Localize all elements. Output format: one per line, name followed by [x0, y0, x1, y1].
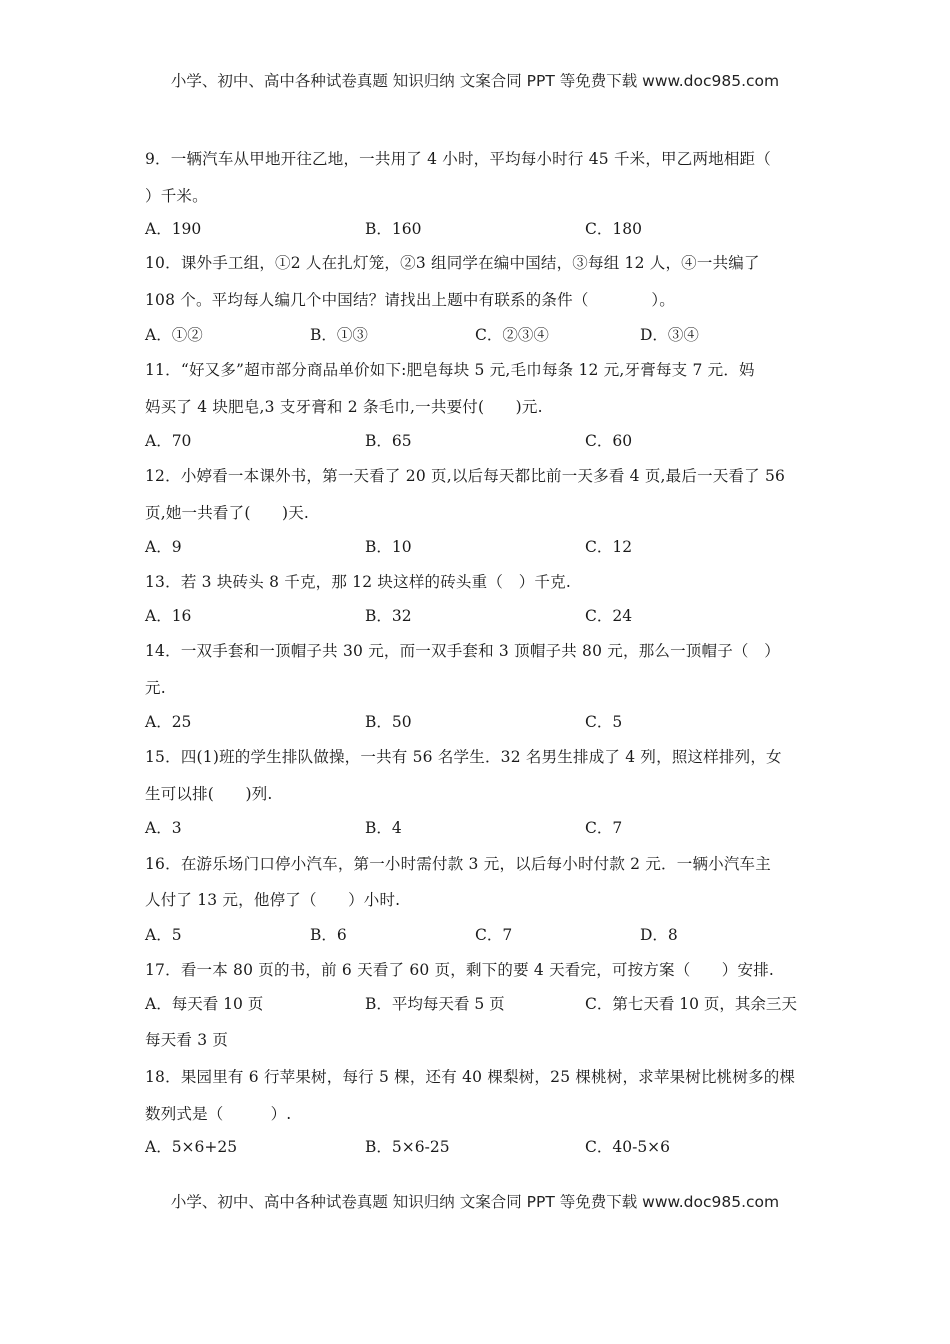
- option-c: C．②③④: [475, 326, 549, 344]
- option-d: D．③④: [640, 326, 699, 344]
- question-9-line-2: ）千米。: [145, 187, 208, 205]
- question-16-options: [145, 925, 810, 945]
- question-16-line-1: 16．在游乐场门口停小汽车，第一小时需付款 3 元，以后每小时付款 2 元．一辆小汽车主: [145, 855, 771, 873]
- question-15-line-1: 15．四(1)班的学生排队做操，一共有 56 名学生．32 名男生排成了 4 列，照这样排列，女: [145, 748, 782, 766]
- question-12-options: [145, 537, 810, 557]
- question-15-options: [145, 818, 810, 838]
- option-c: C．第七天看 10 页，其余三天: [585, 995, 797, 1013]
- option-b: B．50: [365, 713, 412, 731]
- question-12-line-2: 页,她一共看了( )天.: [145, 504, 310, 522]
- option-a: A．5×6+25: [145, 1138, 238, 1156]
- option-a: A．25: [145, 713, 192, 731]
- question-13-line-1: 13．若 3 块砖头 8 千克，那 12 块这样的砖头重（ ）千克.: [145, 573, 571, 591]
- page-footer-watermark: 小学、初中、高中各种试卷真题 知识归纳 文案合同 PPT 等免费下载 www.doc985.com: [170, 1193, 780, 1211]
- option-b: B．160: [365, 220, 422, 238]
- option-c: C．60: [585, 432, 633, 450]
- question-10-line-2: 108 个。平均每人编几个中国结？请找出上题中有联系的条件（ ）。: [145, 291, 675, 309]
- option-c: C．7: [585, 819, 623, 837]
- option-a: A．9: [145, 538, 182, 556]
- question-14-line-1: 14．一双手套和一顶帽子共 30 元，而一双手套和 3 顶帽子共 80 元，那么一顶帽子（ ）: [145, 642, 780, 660]
- option-c: C．5: [585, 713, 623, 731]
- option-c: C．24: [585, 607, 633, 625]
- question-17-line-1: 17．看一本 80 页的书，前 6 天看了 60 页，剩下的要 4 天看完，可按方案（ ）安排.: [145, 961, 775, 979]
- option-c: C．180: [585, 220, 642, 238]
- option-b: B．4: [365, 819, 402, 837]
- question-14-line-2: 元.: [145, 679, 166, 697]
- question-14-options: [145, 712, 810, 732]
- question-11-options: [145, 431, 810, 451]
- question-9-line-1: 9．一辆汽车从甲地开往乙地，一共用了 4 小时，平均每小时行 45 千米，甲乙两地相距（: [145, 150, 771, 168]
- question-17-option-c-continued: 每天看 3 页: [145, 1031, 229, 1049]
- option-b: B．5×6-25: [365, 1138, 450, 1156]
- option-b: B．32: [365, 607, 412, 625]
- option-b: B．①③: [310, 326, 368, 344]
- option-c: C．40-5×6: [585, 1138, 671, 1156]
- option-c: C．12: [585, 538, 633, 556]
- question-13-options: [145, 606, 810, 626]
- option-c: C．7: [475, 926, 513, 944]
- option-a: A．70: [145, 432, 192, 450]
- question-17-options: [145, 994, 810, 1014]
- question-18-options: [145, 1137, 810, 1157]
- option-a: A．①②: [145, 326, 203, 344]
- question-18-line-2: 数列式是（ ）.: [145, 1105, 292, 1123]
- question-10-line-1: 10．课外手工组，①2 人在扎灯笼，②3 组同学在编中国结，③每组 12 人，④一共编了: [145, 254, 760, 272]
- page-header-watermark: 小学、初中、高中各种试卷真题 知识归纳 文案合同 PPT 等免费下载 www.doc985.com: [170, 72, 780, 90]
- question-11-line-1: 11．“好又多”超市部分商品单价如下:肥皂每块 5 元,毛巾每条 12 元,牙膏每支 7 元．妈: [145, 361, 755, 379]
- option-b: B．6: [310, 926, 347, 944]
- question-15-line-2: 生可以排( )列.: [145, 785, 273, 803]
- option-a: A．190: [145, 220, 202, 238]
- option-b: B．65: [365, 432, 412, 450]
- question-16-line-2: 人付了 13 元，他停了（ ）小时.: [145, 891, 401, 909]
- question-10-options: [145, 325, 810, 345]
- option-d: D．8: [640, 926, 678, 944]
- option-b: B．平均每天看 5 页: [365, 995, 505, 1013]
- option-a: A．3: [145, 819, 182, 837]
- question-12-line-1: 12．小婷看一本课外书，第一天看了 20 页,以后每天都比前一天多看 4 页,最后一天看了 56: [145, 467, 786, 485]
- question-18-line-1: 18．果园里有 6 行苹果树，每行 5 棵，还有 40 棵梨树，25 棵桃树，求苹果树比桃树多的棵: [145, 1068, 796, 1086]
- option-a: A．16: [145, 607, 192, 625]
- question-9-options: [145, 219, 810, 239]
- option-b: B．10: [365, 538, 412, 556]
- option-a: A．5: [145, 926, 182, 944]
- option-a: A．每天看 10 页: [145, 995, 264, 1013]
- question-11-line-2: 妈买了 4 块肥皂,3 支牙膏和 2 条毛巾,一共要付( )元.: [145, 398, 543, 416]
